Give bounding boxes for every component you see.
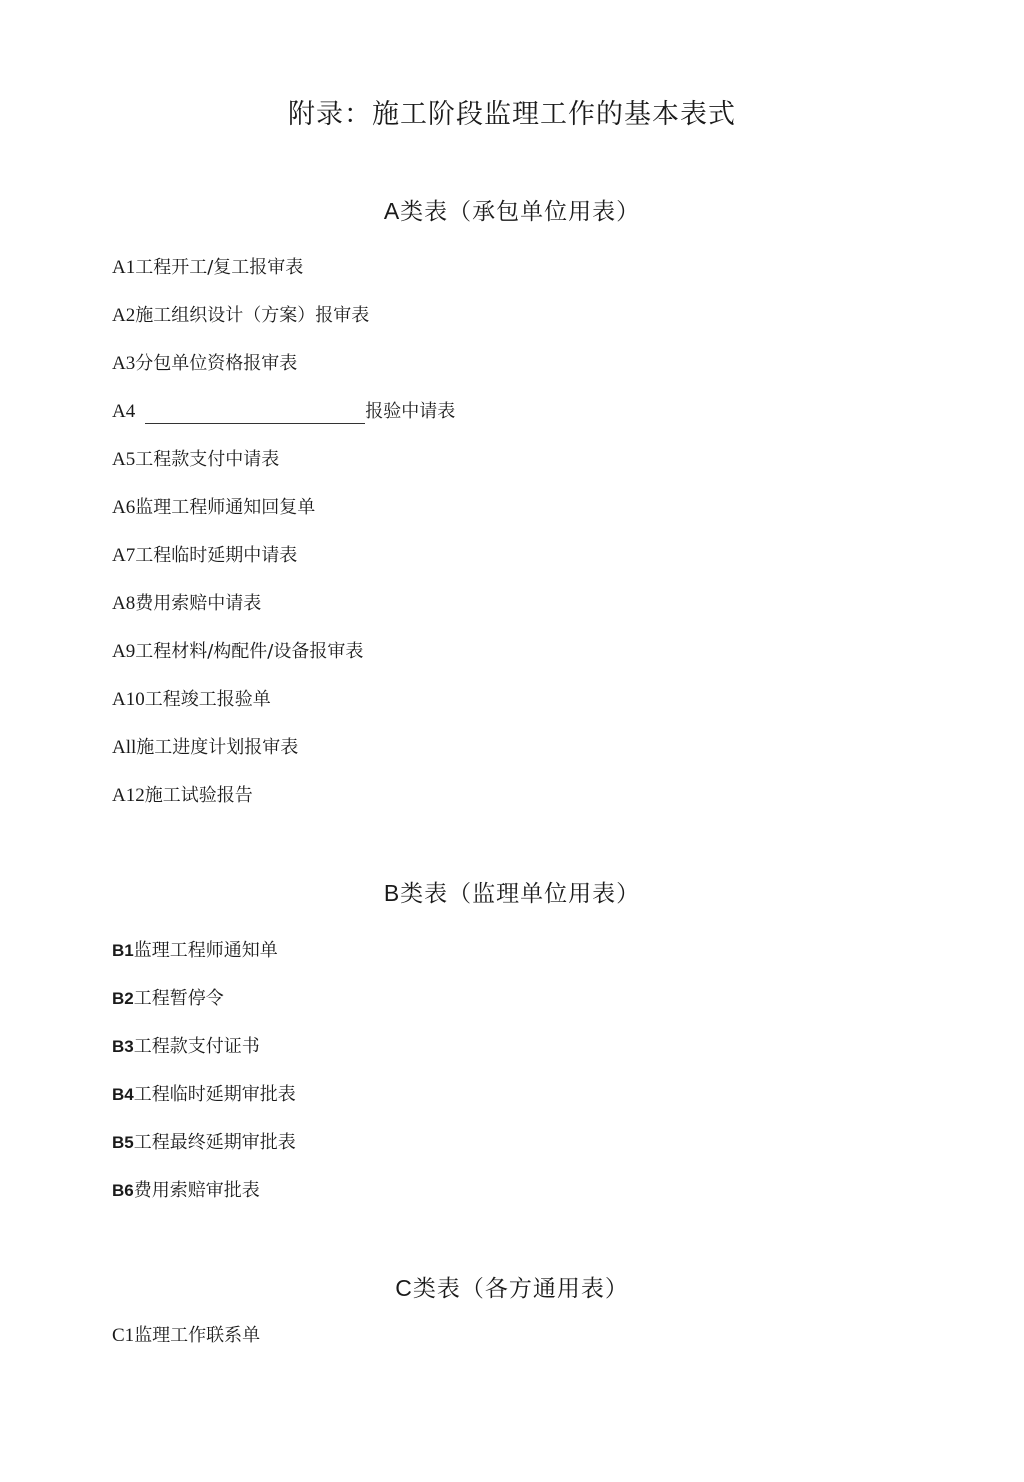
form-label: 施工进度计划报审表 [136, 737, 299, 758]
list-item [112, 304, 369, 328]
form-label: 工程暂停令 [133, 988, 224, 1009]
form-code: A2 [112, 305, 136, 326]
list-item [112, 496, 315, 520]
list-item [112, 1179, 260, 1203]
form-label: 费用索赔中请表 [135, 593, 262, 614]
list-item [112, 400, 455, 424]
list-item [112, 784, 253, 808]
list-item [112, 688, 271, 712]
form-code: B4 [112, 1085, 134, 1104]
document-title: 附录：施工阶段监理工作的基本表式 [288, 99, 736, 130]
section-b-title [0, 875, 1024, 908]
list-item [112, 1131, 296, 1155]
section-a-title [0, 193, 1024, 226]
form-code: A5 [112, 449, 136, 470]
section-b-label: 类表（监理单位用表） [400, 881, 641, 907]
form-label: 费用索赔审批表 [133, 1180, 260, 1201]
list-item [112, 448, 279, 472]
form-label: 工程款支付中请表 [135, 449, 280, 470]
form-label: 监理工作联系单 [134, 1325, 261, 1346]
list-item [112, 256, 303, 280]
form-label: 施工组织设计（方案）报审表 [135, 305, 370, 326]
list-item [112, 544, 297, 568]
section-a-label: 类表（承包单位用表） [400, 199, 641, 225]
form-label: 工程款支付证书 [133, 1036, 260, 1057]
form-label: 报验中请表 [365, 401, 456, 422]
section-c-label: 类表（各方通用表） [412, 1276, 629, 1302]
form-code: A3 [112, 353, 136, 374]
list-item [112, 592, 261, 616]
list-item [112, 352, 297, 376]
form-label: 工程开工/复工报审表 [135, 257, 304, 278]
list-item [112, 987, 224, 1011]
list-item [112, 640, 363, 664]
form-label: 监理工程师通知回复单 [135, 497, 316, 518]
form-code: A1 [112, 257, 136, 278]
form-code: A12 [112, 785, 145, 806]
form-code: B6 [112, 1181, 134, 1200]
list-item [112, 1324, 260, 1348]
form-label: 工程临时延期中请表 [135, 545, 298, 566]
list-item [112, 1035, 260, 1059]
form-code: B3 [112, 1037, 134, 1056]
form-label: 分包单位资格报审表 [135, 353, 298, 374]
list-item [112, 939, 278, 963]
list-item [112, 1083, 296, 1107]
form-label: 工程材料/构配件/设备报审表 [135, 641, 364, 662]
form-code: B5 [112, 1133, 134, 1152]
section-b-code: B [383, 880, 401, 906]
form-code: B2 [112, 989, 134, 1008]
form-code: A6 [112, 497, 136, 518]
section-c-title [0, 1270, 1024, 1303]
section-a-code: A [383, 198, 401, 224]
form-code: All [112, 737, 137, 758]
form-label: 工程临时延期审批表 [133, 1084, 296, 1105]
form-code: A7 [112, 545, 136, 566]
form-code: C1 [112, 1325, 135, 1346]
fill-in-blank-line [145, 405, 365, 424]
section-c-code: C [395, 1275, 413, 1301]
form-code: A4 [112, 401, 136, 422]
form-code: A8 [112, 593, 136, 614]
form-label: 工程竣工报验单 [144, 689, 271, 710]
form-label: 监理工程师通知单 [133, 940, 278, 961]
form-code: B1 [112, 941, 134, 960]
form-label: 施工试验报告 [144, 785, 253, 806]
form-code: A9 [112, 641, 136, 662]
form-label: 工程最终延期审批表 [133, 1132, 296, 1153]
form-code: A10 [112, 689, 145, 710]
list-item [112, 736, 298, 760]
